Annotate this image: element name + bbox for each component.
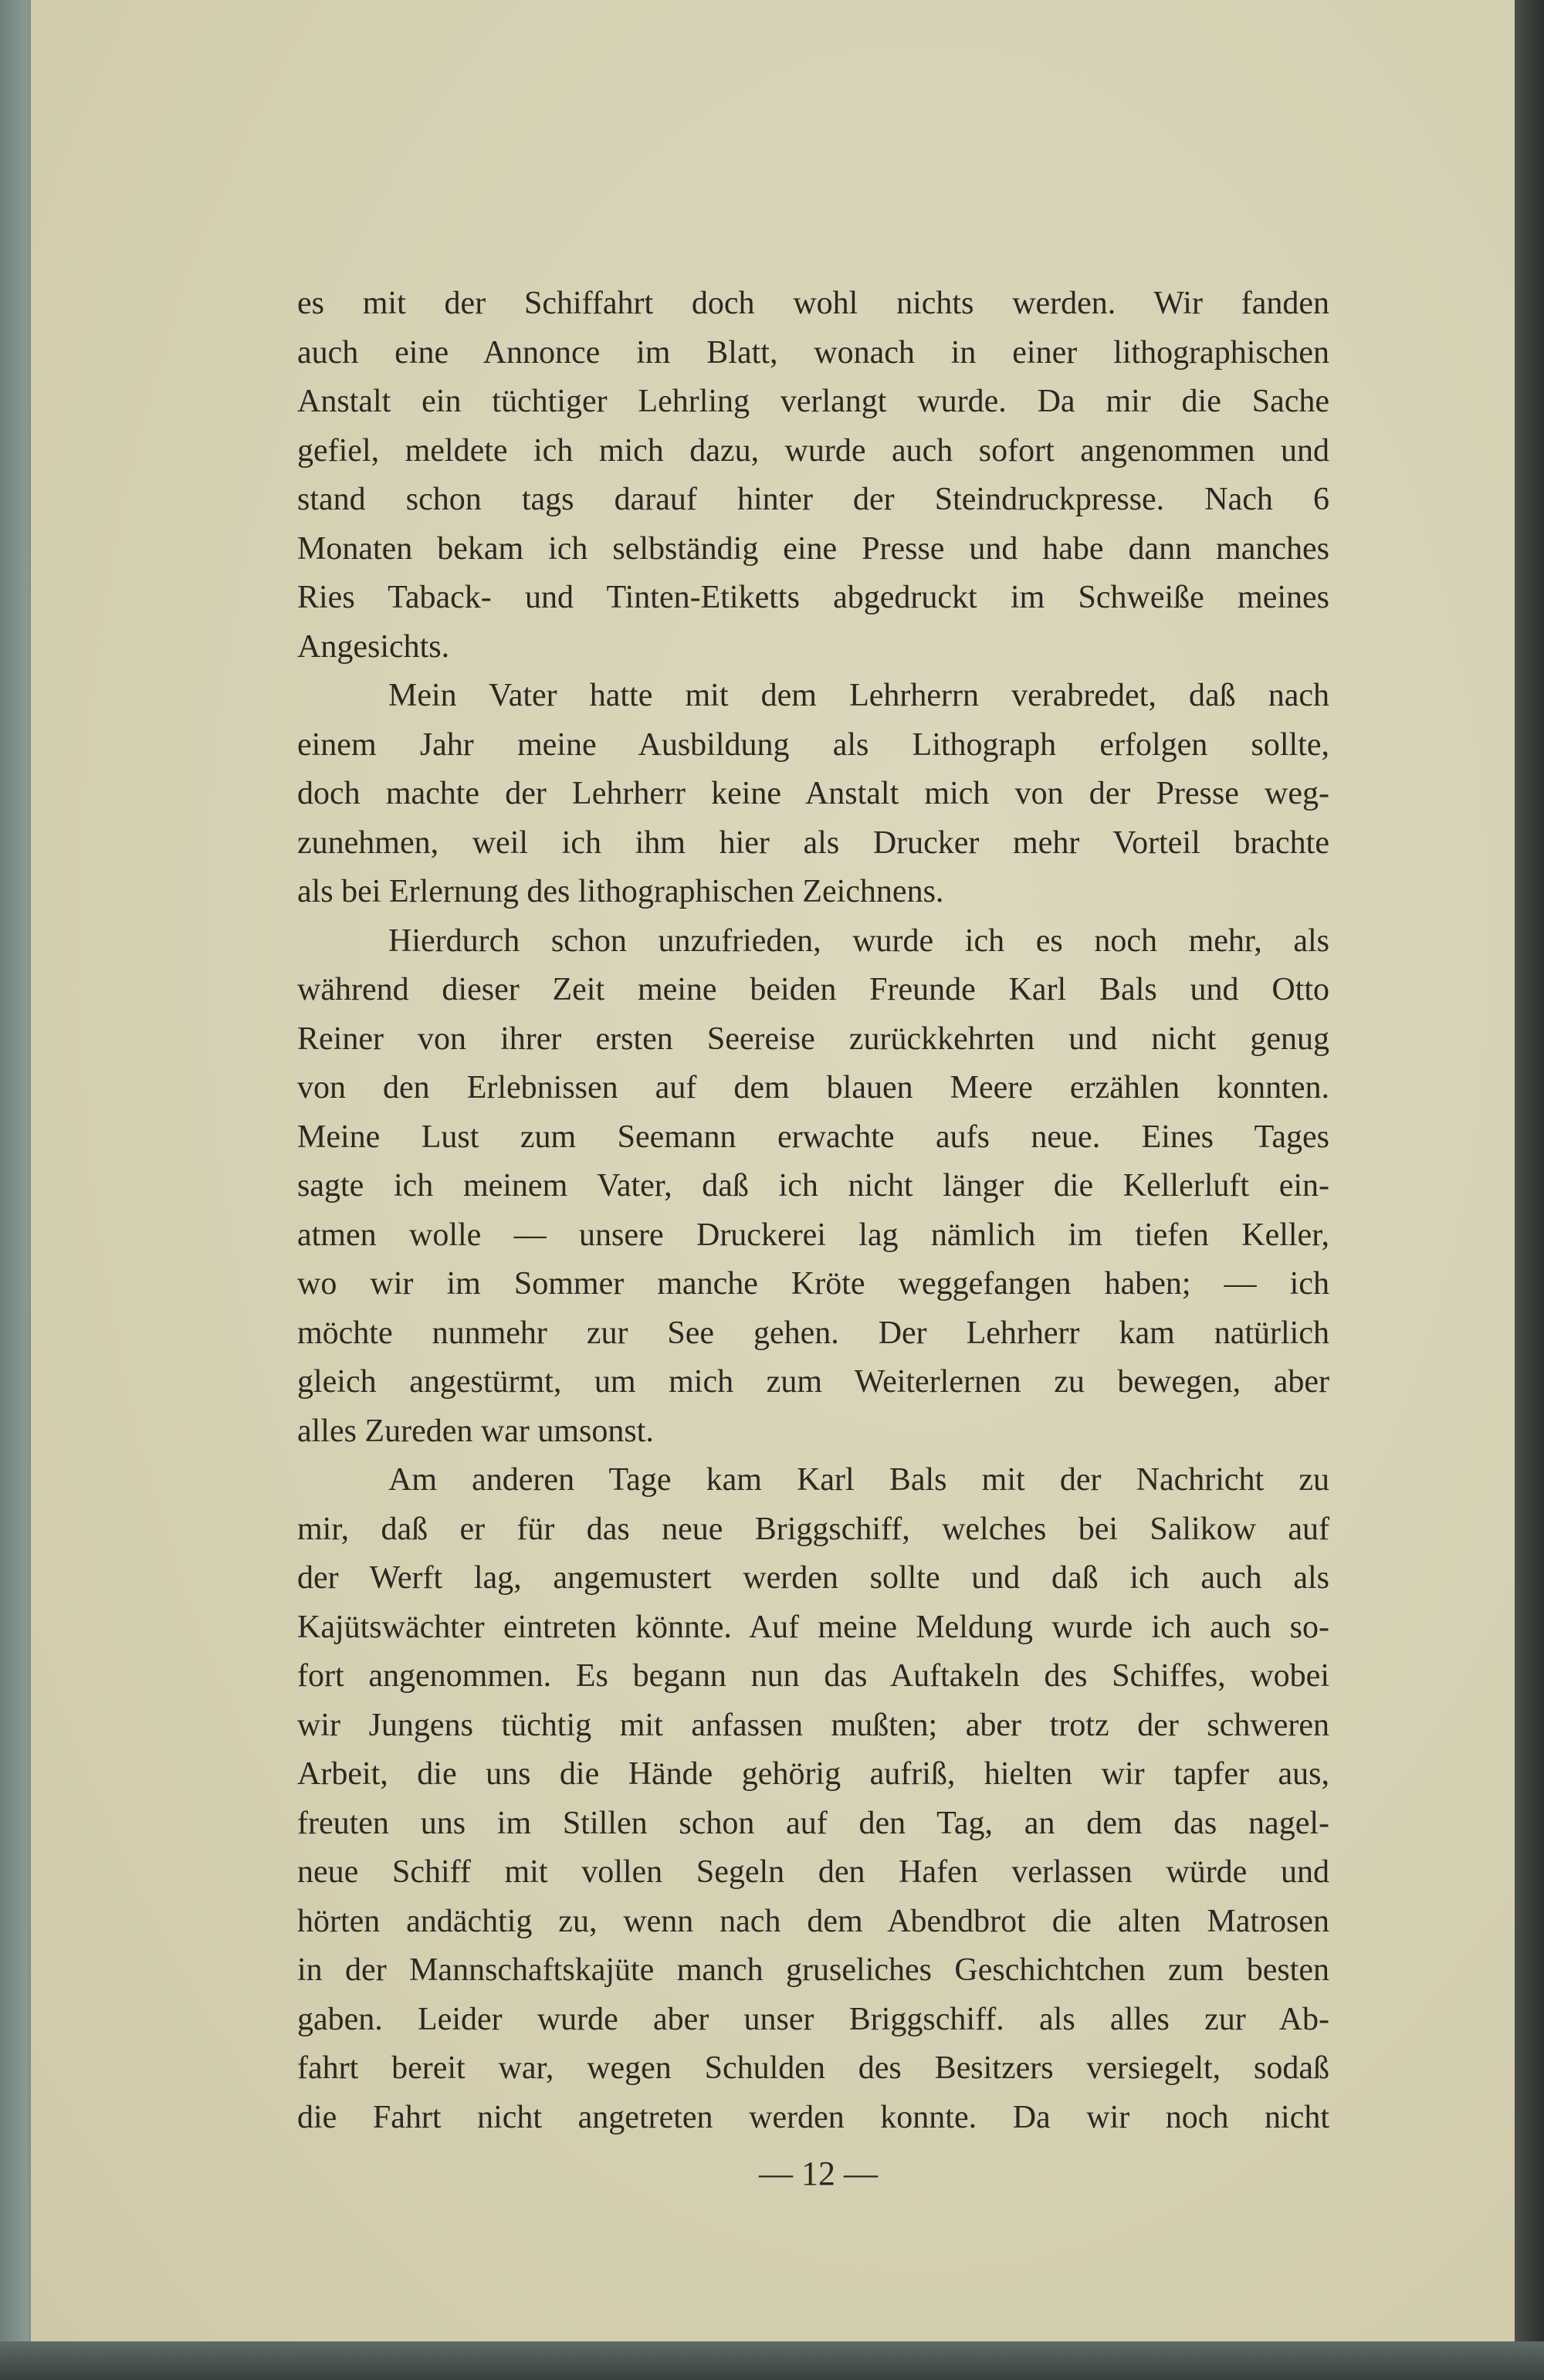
text-line: es mit der Schiffahrt doch wohl nichts werden. Wir fanden [297,286,1329,321]
text-line: Anstalt ein tüchtiger Lehrling verlangt wurde. Da mir die Sache [297,384,1329,419]
text-line: Kajütswächter eintreten könnte. Auf meine Meldung wurde ich auch so- [297,1609,1329,1645]
body-text [297,279,1329,2142]
book-cover-edge [1515,0,1544,2380]
text-line: einem Jahr meine Ausbildung als Lithograph erfolgen sollte, [297,726,1329,763]
text-line: hörten andächtig zu, wenn nach dem Abendbrot die alten Matrosen [297,1903,1329,1939]
text-line: Meine Lust zum Seemann erwachte aufs neue. Eines Tages [297,1119,1329,1155]
text-line: von den Erlebnissen auf dem blauen Meere erzählen konnten. [297,1070,1329,1105]
text-line: der Werft lag, angemustert werden sollte und daß ich auch als [297,1560,1329,1596]
text-line: Arbeit, die uns die Hände gehörig aufriß, hielten wir tapfer aus, [297,1756,1329,1792]
text-line: Am anderen Tage kam Karl Bals mit der Nachricht zu [388,1462,1329,1498]
text-line: während dieser Zeit meine beiden Freunde Karl Bals und Otto [297,972,1329,1007]
text-line: Reiner von ihrer ersten Seereise zurückkehrten und nicht genug [297,1021,1329,1057]
text-line: als bei Erlernung des lithographischen Zeichnens. [297,874,944,909]
text-line: neue Schiff mit vollen Segeln den Hafen verlassen würde und [297,1854,1329,1890]
text-line: doch machte der Lehrherr keine Anstalt mich von der Presse weg- [297,776,1329,811]
text-line: fahrt bereit war, wegen Schulden des Besitzers versiegelt, sodaß [297,2050,1329,2086]
text-line: freuten uns im Stillen schon auf den Tag, an dem das nagel- [297,1805,1329,1841]
text-line: möchte nunmehr zur See gehen. Der Lehrherr kam natürlich [297,1315,1329,1351]
paragraph [297,672,1329,917]
text-line: sagte ich meinem Vater, daß ich nicht länger die Kellerluft ein- [297,1168,1329,1204]
text-line: atmen wolle — unsere Druckerei lag nämlich im tiefen Keller, [297,1217,1329,1253]
text-line: gefiel, meldete ich mich dazu, wurde auch sofort angenommen und [297,432,1329,469]
paragraph [297,279,1329,672]
text-line: in der Mannschaftskajüte manch gruseliches Geschichtchen zum besten [297,1952,1329,1988]
text-line: auch eine Annonce im Blatt, wonach in einer lithographischen [297,334,1329,371]
text-line: zunehmen, weil ich ihm hier als Drucker mehr Vorteil brachte [297,824,1329,861]
text-line: wir Jungens tüchtig mit anfassen mußten; aber trotz der schweren [297,1707,1329,1743]
text-line: stand schon tags darauf hinter der Steindruckpresse. Nach 6 [297,482,1329,517]
page-number: — 12 — [759,2155,878,2192]
text-line: gaben. Leider wurde aber unser Briggschiff. als alles zur Ab- [297,2001,1329,2037]
text-line: Ries Taback- und Tinten-Etiketts abgedruckt im Schweiße meines [297,580,1329,615]
text-line: Mein Vater hatte mit dem Lehrherrn verabredet, daß nach [388,678,1329,713]
paragraph [297,917,1329,1457]
text-line: fort angenommen. Es begann nun das Auftakeln des Schiffes, wobei [297,1658,1329,1694]
text-line: alles Zureden war umsonst. [297,1413,654,1449]
text-line: Monaten bekam ich selbständig eine Presse und habe dann manches [297,530,1329,567]
text-line: die Fahrt nicht angetreten werden konnte. Da wir noch nicht [297,2099,1329,2135]
text-line: wo wir im Sommer manche Kröte weggefangen haben; — ich [297,1266,1329,1302]
text-line: mir, daß er für das neue Briggschiff, welches bei Salikow auf [297,1511,1329,1547]
text-line: Hierdurch schon unzufrieden, wurde ich es noch mehr, als [388,923,1329,959]
book-bottom-edge [0,2341,1544,2380]
text-line: Angesichts. [297,628,450,665]
paragraph [297,1456,1329,2142]
text-line: gleich angestürmt, um mich zum Weiterlernen zu bewegen, aber [297,1364,1329,1400]
